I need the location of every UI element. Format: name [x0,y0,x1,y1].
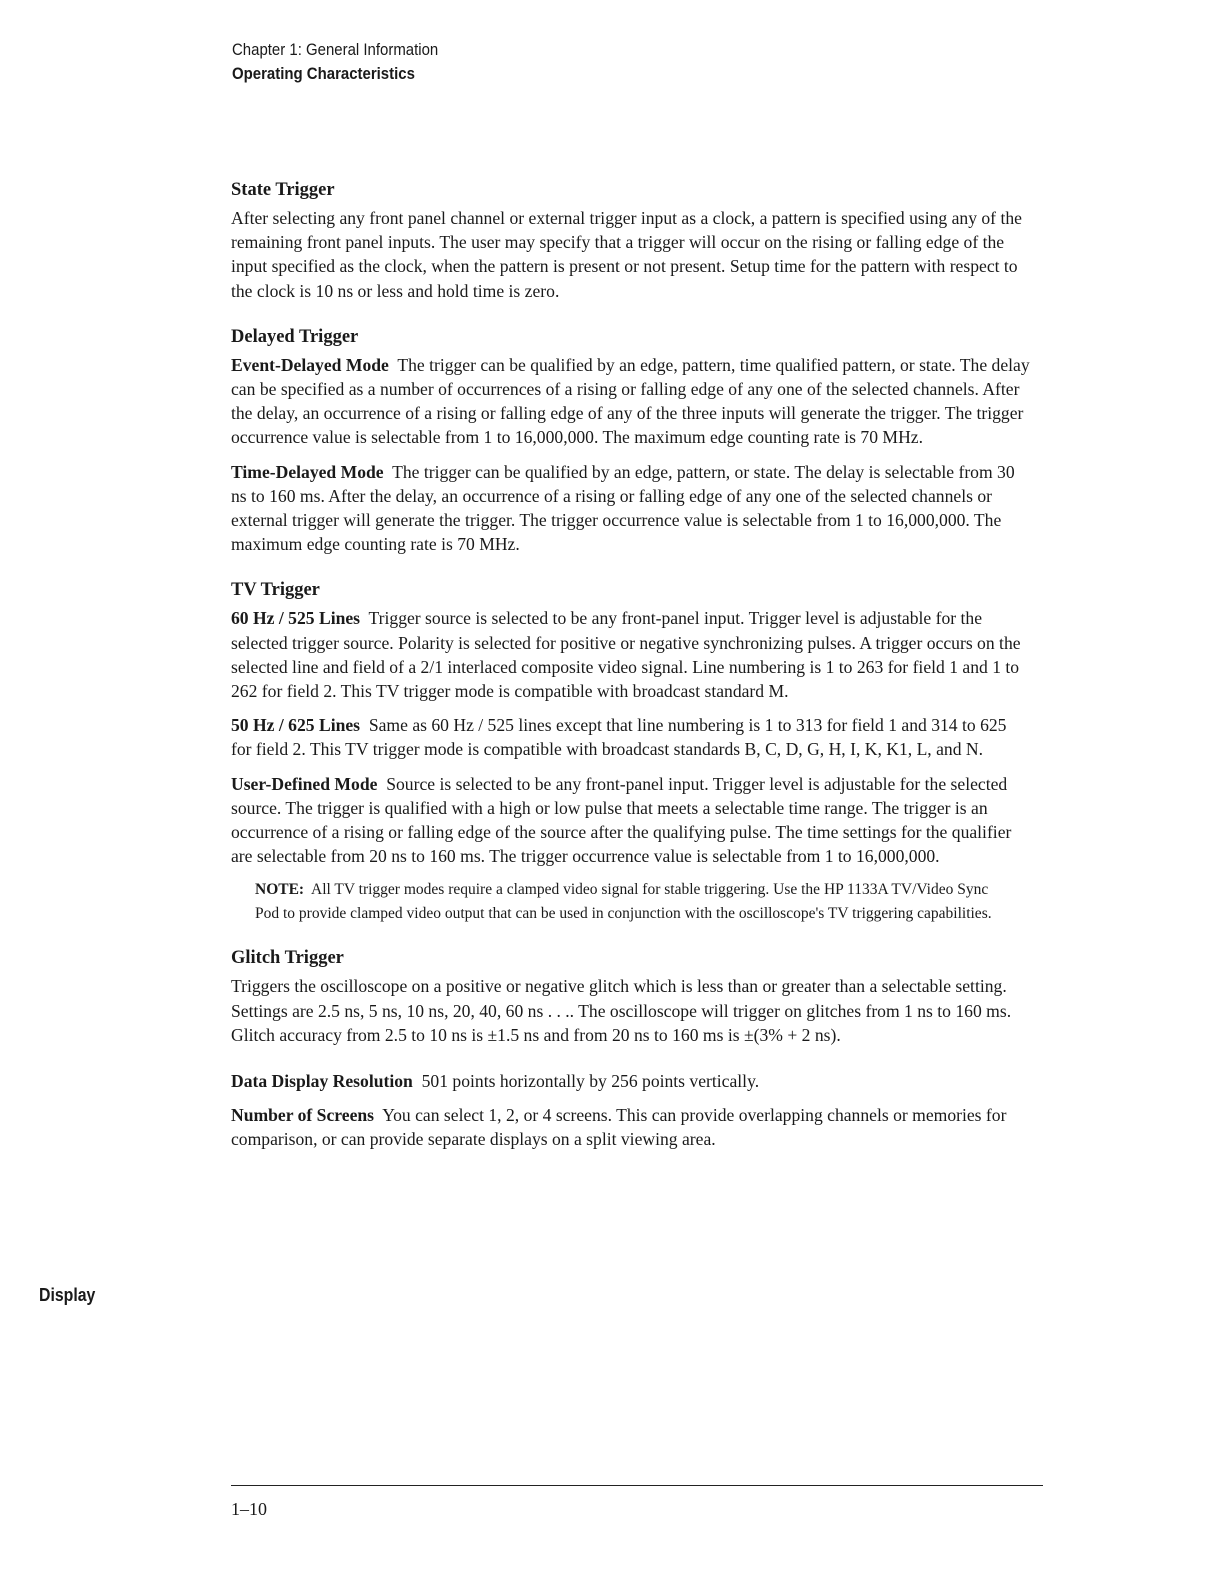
state-trigger-body: After selecting any front panel channel or external trigger input as a clock, a pattern is specified using any of the remaining front panel inputs. The user may specify that a trigger will occur on the rising or falling edge of the input specified as the clock, when the pattern is present or not present. Setup time for the pattern with respect to the clock is 10 ns or less and hold time is zero. [231,208,1022,301]
tv-trigger-section [231,578,1031,926]
display-resolution-paragraph [231,1069,1031,1093]
display-resolution-lead: Data Display Resolution [231,1071,413,1092]
event-delayed-lead: Event-Delayed Mode [231,354,389,375]
note-body: All TV trigger modes require a clamped video signal for stable triggering. Use the HP 1133A TV/Video Sync Pod to provide clamped video output that can be used in conjunction with the oscilloscope's TV triggering capabilities. [255,881,992,923]
tv-50hz-lead: 50 Hz / 625 Lines [231,715,361,736]
event-delayed-paragraph [231,353,1031,450]
tv-user-defined-paragraph [231,772,1031,869]
tv-50hz-paragraph [231,713,1031,761]
main-content [231,178,1031,1174]
chapter-title: Chapter 1: General Information [232,40,439,59]
tv-trigger-note [255,878,1015,926]
display-section [231,1069,1031,1152]
section-title: Operating Characteristics [232,64,415,83]
tv-60hz-body: Trigger source is selected to be any front-panel input. Trigger level is adjustable for the selected trigger source. Polarity is selected for positive or negative synchronizing pulses. A trigger occurs on the selected line and field of a 2/1 interlaced composite video signal. Line numbering is 1 to 263 for field 1 and 1 to 262 for field 2. This TV trigger mode is compatible with broadcast standard M. [231,608,1021,702]
glitch-trigger-section [231,946,1031,1047]
running-header [232,38,438,86]
event-delayed-body: The trigger can be qualified by an edge, pattern, time qualified pattern, or state. The delay can be specified as a number of occurrences of a rising or falling edge of any one of the selected channels. After the delay, an occurrence of a rising or falling edge of any of the three inputs will generate the trigger. The trigger occurrence value is selectable from 1 to 16,000,000. The maximum edge counting rate is 70 MHz. [231,354,1030,448]
tv-user-defined-lead: User-Defined Mode [231,773,378,794]
tv-60hz-paragraph [231,606,1031,703]
delayed-trigger-heading: Delayed Trigger [231,326,359,347]
time-delayed-paragraph [231,460,1031,557]
page-number: 1–10 [231,1499,267,1519]
glitch-trigger-body: Triggers the oscilloscope on a positive or negative glitch which is less than or greater than a selectable setting. Settings are 2.5 ns, 5 ns, 10 ns, 20, 40, 60 ns . . .. The oscilloscope will trigger on glitches from 1 ns to 160 ms. Glitch accuracy from 2.5 to 10 ns is ±1.5 ns and from 20 ns to 160 ms is ±(3% + 2 ns). [231,976,1012,1045]
footer-rule [231,1485,1043,1486]
number-of-screens-body: You can select 1, 2, or 4 screens. This can provide overlapping channels or memories for comparison, or can provide separate displays on a split viewing area. [231,1105,1007,1150]
number-of-screens-lead: Number of Screens [231,1105,375,1126]
tv-60hz-lead: 60 Hz / 525 Lines [231,608,361,629]
side-label-display: Display [39,1285,96,1305]
tv-user-defined-body: Source is selected to be any front-panel input. Trigger level is adjustable for the selected source. The trigger is qualified with a high or low pulse that meets a selectable time range. The trigger is an occurrence of a rising or falling edge of the source after the qualifying pulse. The time settings for the qualifier are selectable from 20 ns to 160 ms. The trigger occurrence value is selectable from 1 to 16,000,000. [231,773,1012,867]
note-label: NOTE: [255,881,305,899]
glitch-trigger-heading: Glitch Trigger [231,948,344,969]
display-resolution-body: 501 points horizontally by 256 points vertically. [421,1071,760,1092]
delayed-trigger-section [231,325,1031,557]
state-trigger-section [231,178,1031,303]
tv-50hz-body: Same as 60 Hz / 525 lines except that line numbering is 1 to 313 for field 1 and 314 to 625 for field 2. This TV trigger mode is compatible with broadcast standards B, C, D, G, H, I, K, K1, L, and N. [231,715,1007,760]
number-of-screens-paragraph [231,1103,1031,1151]
tv-trigger-heading: TV Trigger [231,580,320,601]
time-delayed-body: The trigger can be qualified by an edge, pattern, or state. The delay is selectable from 30 ns to 160 ms. After the delay, an occurrence of a rising or falling edge of any one of the selected channels or external trigger will generate the trigger. The trigger occurrence value is selectable from 1 to 16,000,000. The maximum edge counting rate is 70 MHz. [231,461,1015,555]
time-delayed-lead: Time-Delayed Mode [231,461,384,482]
state-trigger-heading: State Trigger [231,180,335,200]
